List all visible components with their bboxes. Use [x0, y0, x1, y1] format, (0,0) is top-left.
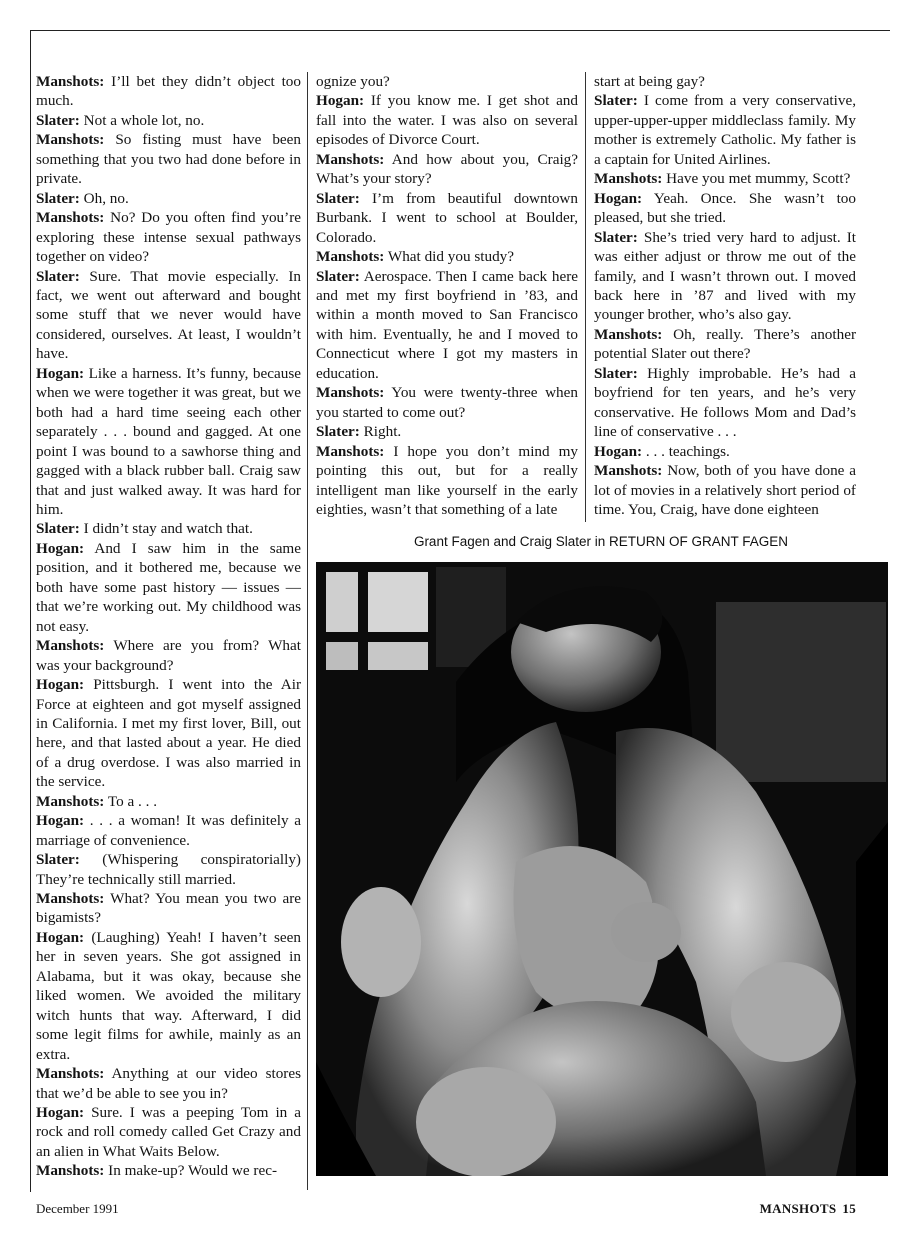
speech-text: . . . teachings. — [642, 442, 730, 460]
speaker-label: Manshots: — [316, 442, 385, 460]
interview-paragraph — [36, 267, 301, 364]
speech-text: To a . . . — [104, 792, 158, 810]
speaker-label: Manshots: — [36, 1162, 105, 1180]
speech-text: And how about you, Craig? What’s your story? — [316, 150, 578, 188]
interview-paragraph — [36, 811, 301, 850]
interview-paragraph — [316, 150, 578, 189]
speech-text: Oh, really. There’s another potential Slater out there? — [594, 325, 856, 363]
speaker-label: Hogan: — [36, 364, 85, 382]
speaker-label: Hogan: — [36, 1104, 85, 1122]
interview-paragraph — [36, 675, 301, 792]
interview-paragraph — [594, 189, 856, 228]
interview-paragraph — [594, 169, 856, 188]
interview-paragraph — [36, 111, 301, 130]
article-photo — [316, 562, 888, 1176]
speaker-label: Manshots: — [594, 325, 663, 343]
speech-text: Right. — [359, 423, 402, 441]
interview-paragraph — [36, 364, 301, 520]
speaker-label: Slater: — [36, 111, 80, 129]
speech-text: I’m from beautiful downtown Burbank. I went to school at Boulder, Colorado. — [316, 189, 578, 246]
interview-paragraph — [36, 519, 301, 538]
interview-paragraph — [316, 383, 578, 422]
speaker-label: Hogan: — [594, 442, 643, 460]
speaker-label: Manshots: — [36, 73, 105, 90]
speech-text: If you know me. I get shot and fall into the water. I was also on several episodes of Divorce Court. — [316, 92, 578, 149]
interview-paragraph — [594, 72, 856, 91]
speech-text: . . . a woman! It was definitely a marriage of convenience. — [36, 812, 301, 849]
interview-paragraph — [594, 91, 856, 169]
interview-paragraph — [316, 422, 578, 441]
speaker-label: Slater: — [316, 267, 360, 285]
speaker-label: Slater: — [594, 364, 638, 382]
photo-caption: Grant Fagen and Craig Slater in RETURN OF GRANT FAGEN — [413, 534, 789, 549]
page-number: 15 — [842, 1201, 856, 1216]
speaker-label: Manshots: — [316, 248, 385, 266]
speech-text: Where are you from? What was your background? — [36, 637, 301, 674]
article-column-3 — [594, 72, 856, 519]
interview-paragraph — [594, 442, 856, 461]
speaker-label: Manshots: — [316, 150, 385, 168]
speaker-label: Hogan: — [36, 812, 85, 830]
speaker-label: Slater: — [36, 189, 80, 207]
interview-paragraph — [36, 189, 301, 208]
article-column-1 — [36, 72, 301, 1181]
column-divider-2 — [585, 72, 586, 522]
speaker-label: Hogan: — [36, 928, 85, 946]
speech-text: What? You mean you two are bigamists? — [36, 890, 301, 927]
speech-text: (Whispering conspiratorially) They’re technically still married. — [36, 851, 301, 888]
interview-paragraph — [316, 247, 578, 266]
speech-text: Like a harness. It’s funny, because when we were together it was great, but we both had a hard time seeing each other separately . . . bound and gagged. At one point I was bound to a sawhorse thing and gagged with a black rubber ball. Craig saw that and just walked away. It was hard for him. — [36, 364, 301, 518]
speech-text: (Laughing) Yeah! I haven’t seen her in seven years. She got assigned in Alabama, but it was okay, because she liked women. We avoided the military witch hunts that way. Afterward, I did some legit films for awhile, mainly as an extra. — [36, 928, 301, 1063]
speech-text: Sure. I was a peeping Tom in a rock and roll comedy called Get Crazy and an alien in What Waits Below. — [36, 1104, 301, 1160]
interview-paragraph — [316, 442, 578, 520]
speech-text: Yeah. Once. She wasn’t too pleased, but she tried. — [594, 189, 856, 227]
footer-date: December 1991 — [36, 1201, 119, 1216]
interview-paragraph — [36, 130, 301, 188]
speaker-label: Manshots: — [36, 1065, 105, 1083]
speech-text: Oh, no. — [79, 189, 129, 207]
photo-illustration — [316, 562, 888, 1176]
interview-paragraph — [594, 364, 856, 442]
interview-paragraph — [36, 636, 301, 675]
speech-text: Aerospace. Then I came back here and met my first boyfriend in ’83, and within a month moved to San Francisco with him. Eventually, he and I moved to Connecticut where I got my masters in education. — [316, 267, 578, 382]
speaker-label: Slater: — [316, 423, 360, 441]
interview-paragraph — [36, 1103, 301, 1161]
speaker-label: Manshots: — [36, 890, 105, 908]
speech-text: I hope you don’t mind my pointing this out, but for a really intelligent man like yourself in the early eighties, wasn’t that something of a late — [316, 442, 578, 518]
speech-text: She’s tried very hard to adjust. It was either adjust or throw me out of the family, and I wasn’t thrown out. I moved back here in ’87 and lived with my younger brother, who’s also gay. — [594, 228, 856, 324]
footer-magazine-name: MANSHOTS — [759, 1201, 837, 1216]
speech-text: Sure. That movie especially. In fact, we went out afterward and bought some stuff that we never would have considered, ourselves. At least, I wouldn’t have. — [36, 267, 301, 363]
interview-paragraph — [594, 461, 856, 519]
speaker-label: Manshots: — [36, 131, 105, 149]
speaker-label: Slater: — [594, 228, 638, 246]
speaker-label: Slater: — [316, 189, 360, 207]
speech-text: ognize you? — [316, 73, 390, 90]
speaker-label: Hogan: — [316, 92, 365, 110]
speaker-label: Manshots: — [36, 209, 105, 227]
speech-text: So fisting must have been something that you two had done before in private. — [36, 131, 301, 188]
speech-text: Anything at our video stores that we’d be able to see you in? — [36, 1065, 301, 1102]
interview-paragraph — [36, 1064, 301, 1103]
interview-paragraph — [36, 208, 301, 266]
speaker-label: Hogan: — [36, 676, 85, 694]
speech-text: Now, both of you have done a lot of movies in a relatively short period of time. You, Craig, have done eighteen — [594, 462, 856, 518]
interview-paragraph — [36, 539, 301, 636]
interview-paragraph — [36, 889, 301, 928]
speech-text: Not a whole lot, no. — [79, 111, 205, 129]
speaker-label: Manshots: — [36, 637, 105, 655]
speech-text: Highly improbable. He’s had a boyfriend for ten years, and he’s very conservative. He follows Mom and Dad’s line of conservative . . . — [594, 364, 856, 441]
speech-text: Have you met mummy, Scott? — [662, 170, 851, 188]
speaker-label: Slater: — [36, 851, 80, 869]
speaker-label: Slater: — [594, 92, 638, 110]
interview-paragraph — [36, 1161, 301, 1180]
interview-paragraph — [316, 72, 578, 91]
speaker-label: Hogan: — [36, 539, 85, 557]
speaker-label: Manshots: — [36, 792, 105, 810]
footer-masthead — [760, 1201, 856, 1217]
interview-paragraph — [36, 72, 301, 111]
interview-paragraph — [36, 850, 301, 889]
interview-paragraph — [594, 325, 856, 364]
interview-paragraph — [316, 189, 578, 247]
interview-paragraph — [36, 928, 301, 1064]
speech-text: No? Do you often find you’re exploring these intense sexual pathways together on video? — [36, 209, 301, 266]
interview-paragraph — [36, 792, 301, 811]
column-divider-1 — [307, 72, 308, 1190]
interview-paragraph — [316, 91, 578, 149]
speech-text: And I saw him in the same position, and it bothered me, because we both have some past history — issues — that we’re working out. My childhood was not easy. — [36, 539, 301, 635]
speech-text: In make-up? Would we rec- — [104, 1162, 278, 1180]
interview-paragraph — [316, 267, 578, 384]
speaker-label: Manshots: — [316, 384, 385, 402]
speech-text: I didn’t stay and watch that. — [79, 520, 253, 538]
speaker-label: Slater: — [36, 267, 80, 285]
article-column-2 — [316, 72, 578, 519]
speech-text: start at being gay? — [594, 73, 705, 90]
speaker-label: Manshots: — [594, 170, 663, 188]
speech-text: You were twenty-three when you started to come out? — [316, 384, 578, 421]
speaker-label: Manshots: — [594, 462, 663, 480]
speech-text: I’ll bet they didn’t object too much. — [36, 73, 301, 110]
interview-paragraph — [594, 228, 856, 325]
speech-text: What did you study? — [384, 248, 515, 266]
speech-text: Pittsburgh. I went into the Air Force at eighteen and got myself assigned in California. I met my first lover, Bill, out here, and that lasted about a year. He died of a drug overdose. I was also married in the service. — [36, 676, 301, 791]
speech-text: I come from a very conservative, upper-upper-upper middleclass family. My mother is extremely Catholic. My father is a captain for United Airlines. — [594, 92, 856, 168]
speaker-label: Slater: — [36, 520, 80, 538]
speaker-label: Hogan: — [594, 189, 643, 207]
